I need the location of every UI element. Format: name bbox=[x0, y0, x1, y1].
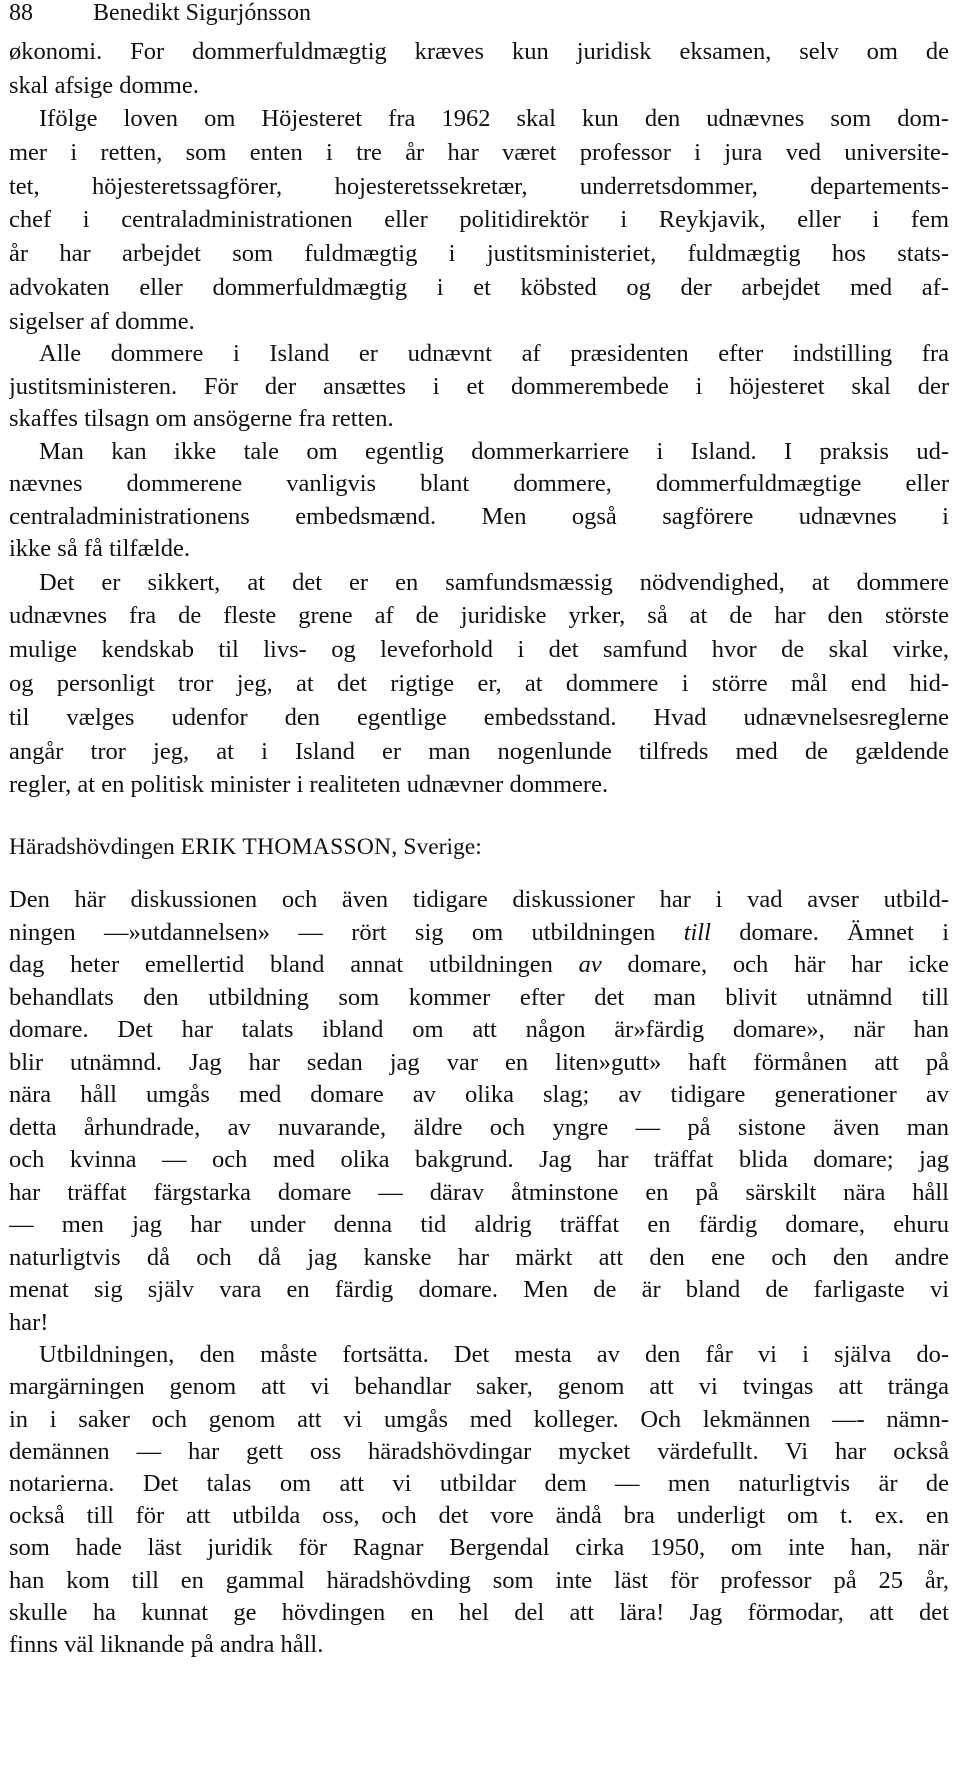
running-head-author: Benedikt Sigurjónsson bbox=[93, 0, 312, 26]
text-line: år har arbejdet som fuldmægtig i justitsministeriet, fuldmægtig hos stats- bbox=[9, 240, 949, 268]
text-line: angår tror jeg, at i Island er man nogenlunde tilfreds med de gældende bbox=[9, 737, 949, 765]
text-line: udnævnes fra de fleste grene af de juridiske yrker, så at de har den störste bbox=[9, 602, 949, 630]
italic-run: av bbox=[578, 951, 602, 979]
text-line: chef i centraladministrationen eller politidirektör i Reykjavik, eller i fem bbox=[9, 206, 949, 234]
text-line: domare. Det har talats ibland om att någon är»färdig domare», när han bbox=[9, 1016, 949, 1044]
text-line: notarierna. Det talas om att vi utbildar dem — men naturligtvis är de bbox=[9, 1470, 949, 1498]
text-line: nævnes dommerene vanligvis blant dommere, dommerfuldmægtige eller bbox=[9, 470, 949, 498]
text-line: centraladministrationens embedsmænd. Men også sagförere udnævnes i bbox=[9, 502, 949, 530]
text-run: dag heter emellertid bland annat utbildningen bbox=[9, 951, 579, 979]
paragraph-group-2 bbox=[9, 338, 949, 566]
text-line: menat sig själv vara en färdig domare. Men de är bland de farligaste vi bbox=[9, 1276, 949, 1304]
document-page bbox=[9, 0, 949, 1661]
text-line: Det er sikkert, at det er en samfundsmæssig nödvendighed, at dommere bbox=[39, 568, 949, 596]
text-line: Ifölge loven om Höjesteret fra 1962 skal kun den udnævnes som dom- bbox=[39, 105, 949, 133]
speaker-heading bbox=[9, 830, 949, 864]
text-line: som hade läst juridik för Ragnar Bergendal cirka 1950, om inte han, när bbox=[9, 1534, 949, 1562]
text-line: økonomi. For dommerfuldmægtig kræves kun juridisk eksamen, selv om de bbox=[9, 38, 949, 65]
text-line: har! bbox=[9, 1308, 49, 1336]
text-line: justitsministeren. För der ansættes i et dommerembede i höjesteret skal der bbox=[9, 372, 949, 400]
text-run: domare. Ämnet i bbox=[710, 918, 949, 946]
text-line: behandlats den utbildning som kommer efter det man blivit utnämnd till bbox=[9, 983, 949, 1011]
text-line: blir utnämnd. Jag har sedan jag var en liten»gutt» haft förmånen att på bbox=[9, 1048, 949, 1076]
spacer bbox=[9, 802, 949, 830]
text-line: demännen — har gett oss häradshövdingar mycket värdefullt. Vi har också bbox=[9, 1437, 949, 1465]
speaker-title: Häradshövdingen bbox=[9, 834, 175, 861]
text-line: — men jag har under denna tid aldrig träffat en färdig domare, ehuru bbox=[9, 1211, 949, 1239]
text-line: har träffat färgstarka domare — därav åtminstone en på särskilt nära håll bbox=[9, 1178, 949, 1206]
text-line: og personligt tror jeg, at det rigtige er, at dommere i större mål end hid- bbox=[9, 670, 949, 698]
text-line: mer i retten, som enten i tre år har været professor i jura ved universite- bbox=[9, 139, 949, 167]
text-line: tet, höjesteretssagförer, hojesteretssekretær, underretsdommer, departements- bbox=[9, 172, 949, 200]
speaker-name: ERIK THOMASSON, bbox=[180, 834, 398, 861]
paragraph-group-4 bbox=[9, 884, 949, 1339]
text-line: naturligtvis då och då jag kanske har märkt att den ene och den andre bbox=[9, 1243, 949, 1271]
text-line: margärningen genom att vi behandlar saker, genom att vi tvingas att tränga bbox=[9, 1373, 949, 1401]
text-run: domare, och här har icke bbox=[601, 951, 949, 979]
running-head bbox=[9, 0, 949, 28]
text-line: til vælges udenfor den egentlige embedsstand. Hvad udnævnelsesreglerne bbox=[9, 703, 949, 731]
text-line: in i saker och genom att vi umgås med kolleger. Och lekmännen —- nämn- bbox=[9, 1405, 949, 1433]
text-line: Den här diskussionen och även tidigare diskussioner har i vad avser utbild- bbox=[9, 886, 949, 914]
text-line: Utbildningen, den måste fortsätta. Det mesta av den får vi i själva do- bbox=[39, 1341, 949, 1369]
text-line: han kom till en gammal häradshövding som inte läst för professor på 25 år, bbox=[9, 1566, 949, 1594]
italic-run: till bbox=[683, 918, 711, 946]
paragraph-group-3 bbox=[9, 566, 949, 803]
paragraph-group-1 bbox=[9, 35, 949, 338]
text-line: skulle ha kunnat ge hövdingen en hel del att lära! Jag förmodar, att det bbox=[9, 1598, 949, 1626]
speaker-country: Sverige: bbox=[403, 834, 482, 861]
text-run: ningen —»utdannelsen» — rört sig om utbildningen bbox=[9, 918, 684, 946]
paragraph-group-5 bbox=[9, 1339, 949, 1661]
text-line: ikke så få tilfælde. bbox=[9, 535, 190, 563]
text-line: mulige kendskab til livs- og leveforhold i det samfund hvor de skal virke, bbox=[9, 636, 949, 664]
text-line: detta århundrade, av nuvarande, äldre och yngre — på sistone även man bbox=[9, 1113, 949, 1141]
text-line: skaffes tilsagn om ansögerne fra retten. bbox=[9, 405, 394, 433]
text-line: och kvinna — och med olika bakgrund. Jag har träffat blida domare; jag bbox=[9, 1146, 949, 1174]
text-line: finns väl liknande på andra håll. bbox=[9, 1630, 324, 1658]
text-line: skal afsige domme. bbox=[9, 71, 199, 99]
page-number: 88 bbox=[9, 0, 33, 26]
text-line bbox=[9, 917, 949, 950]
text-line: Man kan ikke tale om egentlig dommerkarriere i Island. I praksis ud- bbox=[39, 437, 949, 465]
text-line bbox=[9, 949, 949, 982]
spacer bbox=[9, 864, 949, 884]
text-line: också till för att utbilda oss, och det vore ändå bra underligt om t. ex. en bbox=[9, 1502, 949, 1530]
text-line: advokaten eller dommerfuldmægtig i et köbsted og der arbejdet med af- bbox=[9, 273, 949, 301]
text-line: regler, at en politisk minister i realiteten udnævner dommere. bbox=[9, 771, 609, 799]
text-line: sigelser af domme. bbox=[9, 307, 195, 335]
text-line: nära håll umgås med domare av olika slag; av tidigare generationer av bbox=[9, 1081, 949, 1109]
text-line: Alle dommere i Island er udnævnt af præsidenten efter indstilling fra bbox=[39, 340, 949, 368]
